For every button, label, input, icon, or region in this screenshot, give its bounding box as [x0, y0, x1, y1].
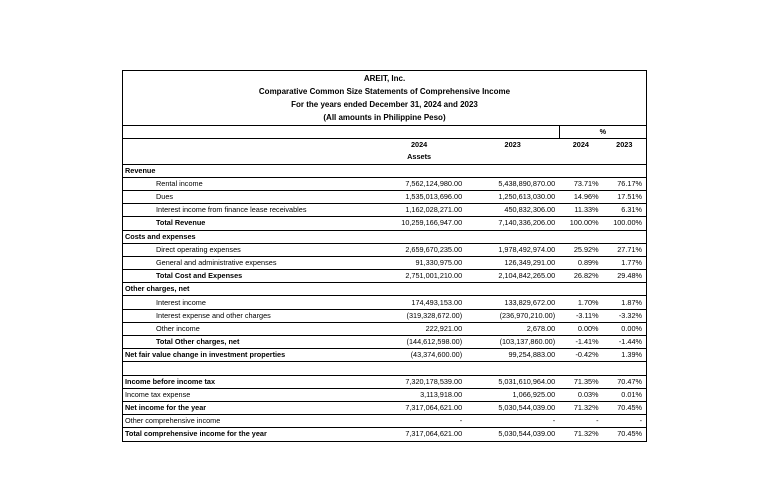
value-2023: 5,031,610,964.00: [466, 375, 559, 388]
value-2024: 10,259,166,947.00: [372, 217, 466, 230]
row-label: Rental income: [123, 177, 372, 190]
section-header-row: [123, 230, 646, 243]
row-label: Net income for the year: [123, 401, 372, 414]
income-statement-sheet: [122, 70, 647, 442]
value-2024: [372, 283, 466, 296]
section-header-row: [123, 283, 646, 296]
value-2023: [466, 283, 559, 296]
value-2024: (144,612,598.00): [372, 336, 466, 349]
percent-2023: 27.71%: [603, 243, 646, 256]
value-2023: [466, 230, 559, 243]
row-label: Other charges, net: [123, 283, 372, 296]
percent-2023: 0.00%: [603, 322, 646, 335]
percent-2024: [559, 230, 602, 243]
row-label: General and administrative expenses: [123, 256, 372, 269]
value-2024: [372, 362, 466, 375]
line-item-row: [123, 190, 646, 203]
value-2023: 5,030,544,039.00: [466, 401, 559, 414]
value-2023: 450,832,306.00: [466, 204, 559, 217]
value-2024: 174,493,153.00: [372, 296, 466, 309]
value-2024: (43,374,600.00): [372, 349, 466, 362]
value-2023: 133,829,672.00: [466, 296, 559, 309]
col-header-2024: 2024: [372, 139, 466, 152]
spacer-row: [123, 362, 646, 375]
statement-rows: [123, 164, 646, 440]
currency-note: (All amounts in Philippine Peso): [323, 113, 446, 122]
row-label: Direct operating expenses: [123, 243, 372, 256]
row-label: Interest expense and other charges: [123, 309, 372, 322]
line-item-row: [123, 217, 646, 230]
col-header-pct-2024: 2024: [559, 139, 602, 152]
percent-2024: 14.96%: [559, 190, 602, 203]
line-item-row: [123, 256, 646, 269]
value-2023: [466, 164, 559, 177]
line-item-row: [123, 428, 646, 441]
percent-2024: 0.89%: [559, 256, 602, 269]
value-2024: 7,562,124,980.00: [372, 177, 466, 190]
row-label: Costs and expenses: [123, 230, 372, 243]
value-2024: 2,659,670,235.00: [372, 243, 466, 256]
year-header-row: [123, 139, 646, 152]
value-2024: 91,330,975.00: [372, 256, 466, 269]
value-2024: 7,320,178,539.00: [372, 375, 466, 388]
row-label: Income tax expense: [123, 388, 372, 401]
section-header-row: [123, 164, 646, 177]
assets-label: Assets: [407, 152, 432, 162]
percent-2023: [603, 164, 646, 177]
row-label: Other income: [123, 322, 372, 335]
col-header-pct-2023: 2023: [603, 139, 646, 152]
row-label: Income before income tax: [123, 375, 372, 388]
value-2023: 2,104,842,265.00: [466, 270, 559, 283]
value-2023: -: [466, 415, 559, 428]
row-label: Total Cost and Expenses: [123, 270, 372, 283]
line-item-row: [123, 401, 646, 414]
line-item-row: [123, 296, 646, 309]
statement-title: Comparative Common Size Statements of Comprehensive Income: [258, 87, 511, 96]
line-item-row: [123, 243, 646, 256]
percent-2024: 26.82%: [559, 270, 602, 283]
assets-header-row: [123, 151, 646, 164]
value-2023: 99,254,883.00: [466, 349, 559, 362]
percent-2024: 73.71%: [559, 177, 602, 190]
percent-2023: [603, 283, 646, 296]
percent-2024: 11.33%: [559, 204, 602, 217]
percent-2024: -: [559, 415, 602, 428]
percent-2023: [603, 362, 646, 375]
row-label: Interest income: [123, 296, 372, 309]
value-2024: 3,113,918.00: [372, 388, 466, 401]
col-header-2023: 2023: [466, 139, 559, 152]
value-2024: 7,317,064,621.00: [372, 428, 466, 441]
percent-2023: 6.31%: [603, 204, 646, 217]
percent-2024: 71.32%: [559, 428, 602, 441]
percent-2023: -3.32%: [603, 309, 646, 322]
value-2024: 222,921.00: [372, 322, 466, 335]
value-2023: [466, 362, 559, 375]
percent-2023: 100.00%: [603, 217, 646, 230]
value-2024: 1,535,013,696.00: [372, 190, 466, 203]
percent-2024: 71.32%: [559, 401, 602, 414]
percent-2024: 1.70%: [559, 296, 602, 309]
percent-header-row: [123, 126, 646, 139]
percent-2023: 70.45%: [603, 401, 646, 414]
value-2024: (319,328,672.00): [372, 309, 466, 322]
statement-period: For the years ended December 31, 2024 and 2023: [291, 100, 478, 109]
percent-2024: 71.35%: [559, 375, 602, 388]
percent-2024: [559, 362, 602, 375]
row-label: Net fair value change in investment properties: [123, 349, 372, 362]
row-label: Revenue: [123, 164, 372, 177]
percent-2023: 29.48%: [603, 270, 646, 283]
value-2024: 7,317,064,621.00: [372, 401, 466, 414]
row-label: Total comprehensive income for the year: [123, 428, 372, 441]
percent-2024: [559, 283, 602, 296]
percent-2023: 1.77%: [603, 256, 646, 269]
line-item-row: [123, 177, 646, 190]
line-item-row: [123, 375, 646, 388]
value-2024: [372, 164, 466, 177]
value-2024: [372, 230, 466, 243]
row-label: Dues: [123, 190, 372, 203]
row-label: [123, 362, 372, 375]
value-2023: 1,250,613,030.00: [466, 190, 559, 203]
line-item-row: [123, 388, 646, 401]
row-label: Total Other charges, net: [123, 336, 372, 349]
percent-2024: -0.42%: [559, 349, 602, 362]
percent-2023: -: [603, 415, 646, 428]
value-2023: 5,030,544,039.00: [466, 428, 559, 441]
percent-2023: -1.44%: [603, 336, 646, 349]
percent-2023: 70.47%: [603, 375, 646, 388]
percent-2023: 70.45%: [603, 428, 646, 441]
percent-2024: -1.41%: [559, 336, 602, 349]
line-item-row: [123, 336, 646, 349]
percent-2023: [603, 230, 646, 243]
value-2023: 126,349,291.00: [466, 256, 559, 269]
percent-2024: 25.92%: [559, 243, 602, 256]
percent-2024: 100.00%: [559, 217, 602, 230]
line-item-row: [123, 349, 646, 362]
line-item-row: [123, 322, 646, 335]
percent-2024: 0.03%: [559, 388, 602, 401]
line-item-row: [123, 309, 646, 322]
value-2024: 1,162,028,271.00: [372, 204, 466, 217]
percent-2023: 1.39%: [603, 349, 646, 362]
value-2023: (103,137,860.00): [466, 336, 559, 349]
value-2023: 5,438,890,870.00: [466, 177, 559, 190]
percent-label: %: [559, 126, 646, 139]
company-name: AREIT, Inc.: [363, 74, 406, 83]
value-2024: 2,751,001,210.00: [372, 270, 466, 283]
row-label: Total Revenue: [123, 217, 372, 230]
value-2024: -: [372, 415, 466, 428]
row-label: Other comprehensive income: [123, 415, 372, 428]
value-2023: (236,970,210.00): [466, 309, 559, 322]
value-2023: 1,978,492,974.00: [466, 243, 559, 256]
value-2023: 1,066,925.00: [466, 388, 559, 401]
value-2023: 7,140,336,206.00: [466, 217, 559, 230]
line-item-row: [123, 270, 646, 283]
percent-2023: 76.17%: [603, 177, 646, 190]
row-label: Interest income from finance lease receivables: [123, 204, 372, 217]
percent-2023: 1.87%: [603, 296, 646, 309]
value-2023: 2,678.00: [466, 322, 559, 335]
line-item-row: [123, 415, 646, 428]
percent-2024: -3.11%: [559, 309, 602, 322]
percent-2023: 0.01%: [603, 388, 646, 401]
percent-2024: [559, 164, 602, 177]
statement-header: [123, 71, 646, 125]
percent-2023: 17.51%: [603, 190, 646, 203]
percent-2024: 0.00%: [559, 322, 602, 335]
line-item-row: [123, 204, 646, 217]
statement-table: [123, 125, 646, 441]
